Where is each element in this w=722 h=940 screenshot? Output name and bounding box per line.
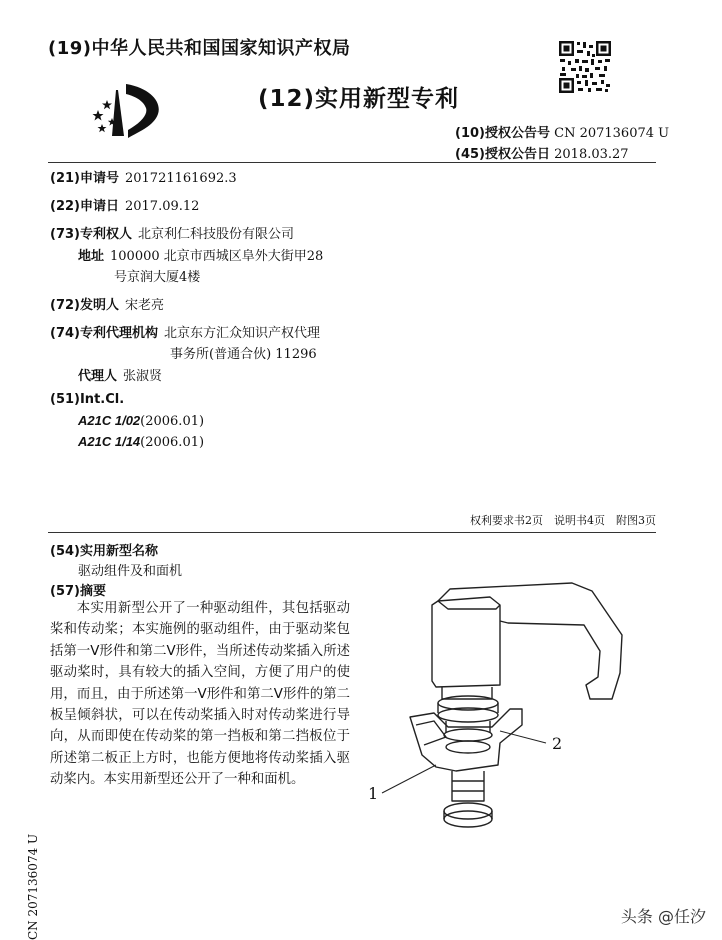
office-name: (19)中华人民共和国国家知识产权局 [48,38,351,59]
agency-row [50,322,320,341]
leader-line-1 [382,765,436,793]
ipc-version: (2006.01) [140,414,205,429]
application-number: 201721161692.3 [124,171,237,186]
drive-paddle [410,709,522,771]
shaft [452,771,484,801]
application-number-row [50,167,237,186]
application-date-row [50,195,199,214]
publication-date: 2018.03.27 [554,147,629,162]
inventor: 宋老亮 [124,298,164,313]
watermark: 头条 @任汐 [620,907,706,926]
header-divider [48,162,656,163]
figure-label-2: 2 [552,734,563,753]
patentee-label: (73)专利权人 [50,227,132,242]
inventor-row [50,294,164,313]
patentee-row [50,223,294,242]
agency-line-1: 北京东方汇众知识产权代理 [163,326,320,341]
publication-number-label: (10)授权公告号 [455,126,550,141]
application-date-label: (22)申请日 [50,199,119,214]
side-publication-number: CN 207136074 U [26,833,40,940]
address-line-1: 100000 北京市西城区阜外大街甲28 [110,249,324,264]
address-row [78,245,323,264]
utility-model-title: 驱动组件及和面机 [78,564,183,579]
qr-code [558,40,612,94]
agent-label: 代理人 [78,369,118,384]
agency-label: (74)专利代理机构 [50,326,158,341]
publication-date-label: (45)授权公告日 [455,147,550,162]
address-label: 地址 [78,249,105,264]
publication-number-row [455,122,669,141]
ipc-entry [78,434,204,450]
abstract-figure [360,575,660,845]
publication-date-row [455,143,629,162]
agent-row [78,365,162,384]
ipc-code: A21C 1/02 [78,413,141,428]
agency-line-2: 事务所(普通合伙) 11296 [170,347,317,362]
publication-number: CN 207136074 U [554,126,670,141]
document-type: (12)实用新型专利 [258,86,460,112]
abstract-text: 本实用新型公开了一种驱动组件，其包括驱动桨和传动桨；本实施例的驱动组件，由于驱动桨包括第一V形件和第二V形件，当所述传动桨插入所述驱动桨时，具有较大的插入空间，方便了用户的使用，而且，由于所述第一V形件和第二V形件的第二板呈倾斜状，可以在传动桨插入时对传动桨进行导向，从而即使在传动桨的第一挡板和第二挡板位于所述第二板正上方时，也能方便地将传动桨插入驱动桨内。本实用新型还公开了一种和面机。 [50,601,350,788]
application-number-label: (21)申请号 [50,171,119,186]
handle-arm [438,583,622,699]
abstract-label: (57)摘要 [50,584,106,599]
patentee: 北京利仁科技股份有限公司 [137,227,294,242]
application-date: 2017.09.12 [124,199,200,214]
agent: 张淑贤 [123,369,163,384]
int-cl-label: (51)Int.Cl. [50,392,125,407]
ipc-code: A21C 1/14 [78,434,141,449]
utility-model-title-label: (54)实用新型名称 [50,544,158,559]
motor-housing [432,597,500,687]
sipo-logo [88,82,166,140]
abstract-divider [48,532,656,533]
ipc-version: (2006.01) [140,435,205,450]
address-line-2: 号京润大厦4楼 [114,270,201,285]
figure-label-1: 1 [368,784,379,803]
ipc-entry [78,413,204,429]
inventor-label: (72)发明人 [50,298,119,313]
pages-summary: 权利要求书2页 说明书4页 附图3页 [470,514,656,527]
